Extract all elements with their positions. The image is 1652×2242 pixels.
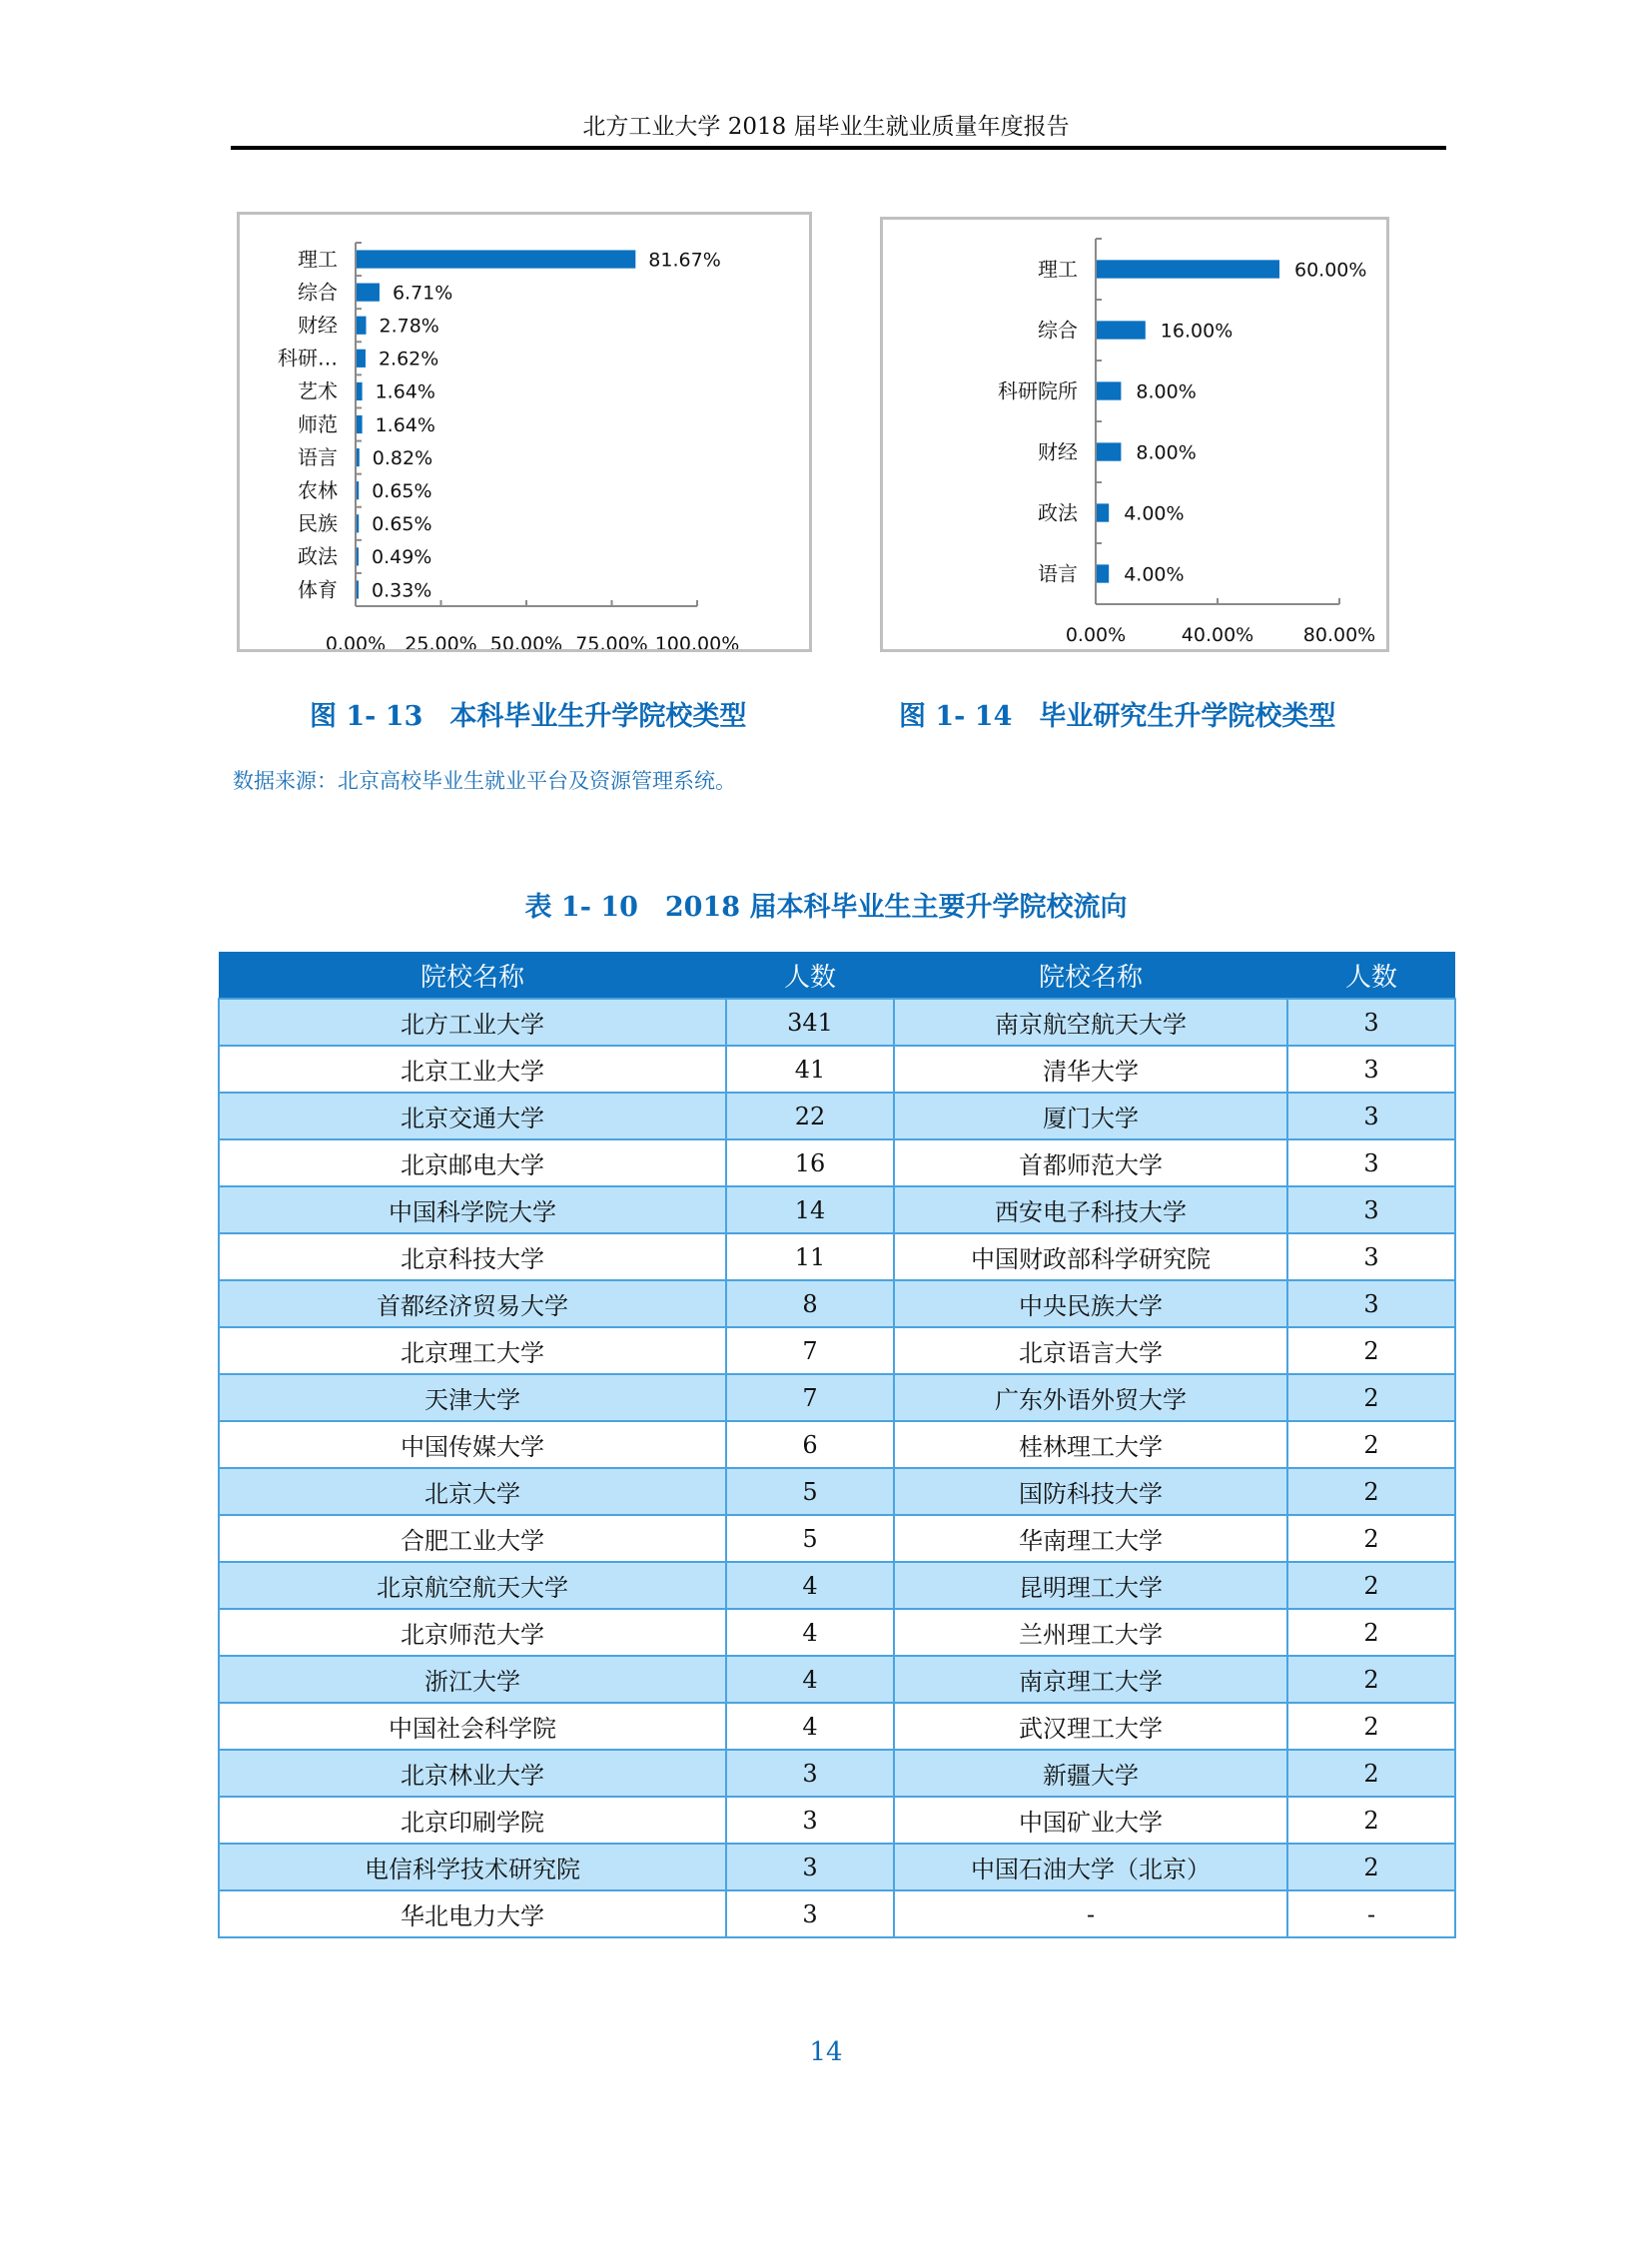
bar (357, 481, 359, 499)
category-label: 农林 (298, 478, 338, 503)
x-tick-label: 100.00% (654, 633, 740, 649)
cell-school-name: 北京师范大学 (219, 1609, 726, 1656)
x-tick-label: 0.00% (325, 633, 387, 649)
table-title: 表 1- 10 2018 届本科毕业生主要升学院校流向 (524, 892, 1128, 923)
cell-school-name-2: 清华大学 (894, 1046, 1287, 1093)
table-row (219, 1890, 1455, 1937)
table-row (219, 1233, 1455, 1280)
header-count-2: 人数 (1287, 952, 1455, 999)
table-row (219, 1139, 1455, 1186)
cell-school-name: 电信科学技术研究院 (219, 1844, 726, 1890)
chart-graduate-svg (883, 220, 1386, 649)
category-label: 语言 (1038, 561, 1078, 586)
cell-count-2: 3 (1287, 1093, 1455, 1139)
table-row (219, 1656, 1455, 1703)
cell-count-2: 2 (1287, 1468, 1455, 1515)
data-label: 8.00% (1136, 380, 1197, 403)
cell-school-name: 中国传媒大学 (219, 1421, 726, 1468)
cell-school-name-2: - (894, 1890, 1287, 1937)
bar (1097, 381, 1121, 399)
bar (1097, 564, 1109, 582)
table-row (219, 1421, 1455, 1468)
category-label: 艺术 (298, 378, 338, 403)
cell-count: 3 (726, 1750, 894, 1797)
cell-count: 4 (726, 1703, 894, 1750)
category-label: 政法 (1038, 500, 1078, 525)
category-label: 民族 (298, 511, 338, 536)
category-label: 师范 (298, 411, 338, 436)
cell-count-2: 2 (1287, 1750, 1455, 1797)
cell-count: 41 (726, 1046, 894, 1093)
data-label: 2.62% (378, 348, 439, 371)
data-label: 0.82% (372, 446, 433, 469)
cell-count: 341 (726, 999, 894, 1046)
chart-undergrad-school-types (237, 212, 812, 652)
figure-caption-1-13: 图 1- 13 本科毕业生升学院校类型 (310, 701, 747, 732)
cell-school-name-2: 国防科技大学 (894, 1468, 1287, 1515)
category-label: 财经 (298, 313, 338, 338)
header-school-name: 院校名称 (219, 952, 726, 999)
category-label: 理工 (298, 247, 338, 272)
cell-count: 7 (726, 1327, 894, 1374)
cell-school-name-2: 武汉理工大学 (894, 1703, 1287, 1750)
cell-school-name-2: 厦门大学 (894, 1093, 1287, 1139)
bar (357, 415, 363, 433)
data-label: 1.64% (375, 380, 435, 403)
category-label: 科研… (278, 346, 338, 371)
table-row (219, 1046, 1455, 1093)
cell-school-name: 首都经济贸易大学 (219, 1280, 726, 1327)
bar (357, 350, 366, 368)
bar (1097, 260, 1279, 278)
cell-school-name-2: 首都师范大学 (894, 1139, 1287, 1186)
cell-count-2: 2 (1287, 1609, 1455, 1656)
x-tick-label: 75.00% (575, 633, 648, 649)
cell-school-name-2: 新疆大学 (894, 1750, 1287, 1797)
cell-count-2: - (1287, 1890, 1455, 1937)
table-row (219, 1609, 1455, 1656)
page-number: 14 (809, 2037, 843, 2067)
header-rule (231, 146, 1446, 150)
cell-count-2: 2 (1287, 1703, 1455, 1750)
bar (357, 284, 380, 302)
data-label: 0.65% (372, 513, 432, 536)
x-tick-label: 80.00% (1302, 624, 1376, 646)
cell-school-name: 北京科技大学 (219, 1233, 726, 1280)
cell-school-name: 中国科学院大学 (219, 1186, 726, 1233)
x-tick-label: 50.00% (489, 633, 563, 649)
data-label: 4.00% (1124, 563, 1185, 586)
table-row (219, 1374, 1455, 1421)
cell-count-2: 3 (1287, 999, 1455, 1046)
bar (357, 580, 359, 598)
bar (1097, 321, 1146, 339)
data-label: 16.00% (1160, 320, 1234, 343)
cell-count-2: 2 (1287, 1844, 1455, 1890)
cell-count: 6 (726, 1421, 894, 1468)
cell-count: 14 (726, 1186, 894, 1233)
table-row (219, 999, 1455, 1046)
table-row (219, 1093, 1455, 1139)
school-flow-table (218, 952, 1456, 1938)
data-source-note: 数据来源：北京高校毕业生就业平台及资源管理系统。 (233, 769, 736, 793)
data-label: 81.67% (648, 249, 721, 272)
cell-count: 7 (726, 1374, 894, 1421)
bar (357, 448, 360, 466)
cell-school-name-2: 华南理工大学 (894, 1515, 1287, 1562)
cell-count: 22 (726, 1093, 894, 1139)
category-label: 语言 (298, 444, 338, 469)
category-label: 科研院所 (998, 378, 1078, 403)
bar (357, 250, 635, 268)
cell-school-name-2: 中央民族大学 (894, 1280, 1287, 1327)
cell-count-2: 2 (1287, 1421, 1455, 1468)
cell-school-name: 北京林业大学 (219, 1750, 726, 1797)
data-label: 4.00% (1124, 502, 1185, 525)
table-row (219, 1468, 1455, 1515)
table-row (219, 1797, 1455, 1844)
cell-count-2: 2 (1287, 1374, 1455, 1421)
chart-undergrad-svg (240, 215, 809, 649)
table-row (219, 1280, 1455, 1327)
cell-count-2: 3 (1287, 1233, 1455, 1280)
cell-school-name: 北京航空航天大学 (219, 1562, 726, 1609)
figure-caption-1-14: 图 1- 14 毕业研究生升学院校类型 (899, 701, 1336, 732)
cell-school-name-2: 中国石油大学（北京） (894, 1844, 1287, 1890)
cell-school-name-2: 广东外语外贸大学 (894, 1374, 1287, 1421)
cell-school-name: 北方工业大学 (219, 999, 726, 1046)
category-label: 综合 (298, 280, 338, 305)
cell-school-name: 中国社会科学院 (219, 1703, 726, 1750)
cell-count: 5 (726, 1515, 894, 1562)
table-row (219, 1750, 1455, 1797)
cell-school-name-2: 西安电子科技大学 (894, 1186, 1287, 1233)
cell-count-2: 3 (1287, 1280, 1455, 1327)
cell-count-2: 2 (1287, 1656, 1455, 1703)
cell-school-name: 华北电力大学 (219, 1890, 726, 1937)
cell-count: 4 (726, 1609, 894, 1656)
cell-school-name-2: 中国财政部科学研究院 (894, 1233, 1287, 1280)
data-label: 0.49% (372, 546, 432, 569)
category-label: 财经 (1038, 439, 1078, 464)
data-label: 0.65% (372, 480, 432, 503)
data-label: 60.00% (1294, 259, 1367, 282)
table-row (219, 1515, 1455, 1562)
cell-count-2: 2 (1287, 1327, 1455, 1374)
data-label: 8.00% (1136, 441, 1197, 464)
bar (357, 317, 367, 335)
cell-school-name-2: 昆明理工大学 (894, 1562, 1287, 1609)
cell-count-2: 3 (1287, 1046, 1455, 1093)
cell-school-name-2: 南京理工大学 (894, 1656, 1287, 1703)
cell-school-name: 北京交通大学 (219, 1093, 726, 1139)
bar (357, 514, 359, 532)
cell-school-name: 北京大学 (219, 1468, 726, 1515)
cell-school-name: 北京邮电大学 (219, 1139, 726, 1186)
cell-count: 3 (726, 1844, 894, 1890)
table-header-row (219, 952, 1455, 999)
bar (1097, 442, 1121, 460)
cell-school-name-2: 桂林理工大学 (894, 1421, 1287, 1468)
cell-count-2: 3 (1287, 1139, 1455, 1186)
category-label: 综合 (1038, 318, 1078, 343)
cell-school-name: 北京理工大学 (219, 1327, 726, 1374)
chart-graduate-school-types (880, 217, 1389, 652)
cell-count-2: 2 (1287, 1515, 1455, 1562)
bar (1097, 503, 1109, 521)
cell-count: 4 (726, 1656, 894, 1703)
cell-school-name: 合肥工业大学 (219, 1515, 726, 1562)
table-row (219, 1327, 1455, 1374)
cell-count: 4 (726, 1562, 894, 1609)
cell-school-name-2: 中国矿业大学 (894, 1797, 1287, 1844)
table-row (219, 1844, 1455, 1890)
x-tick-label: 40.00% (1181, 624, 1254, 646)
cell-school-name-2: 兰州理工大学 (894, 1609, 1287, 1656)
category-label: 体育 (298, 577, 338, 602)
cell-school-name: 北京工业大学 (219, 1046, 726, 1093)
cell-school-name-2: 北京语言大学 (894, 1327, 1287, 1374)
data-label: 0.33% (372, 579, 432, 602)
cell-count-2: 2 (1287, 1797, 1455, 1844)
cell-count: 3 (726, 1797, 894, 1844)
x-tick-label: 25.00% (405, 633, 477, 649)
cell-school-name: 北京印刷学院 (219, 1797, 726, 1844)
cell-count-2: 2 (1287, 1562, 1455, 1609)
cell-count: 3 (726, 1890, 894, 1937)
report-header-title: 北方工业大学 2018 届毕业生就业质量年度报告 (582, 114, 1070, 140)
x-tick-label: 0.00% (1065, 624, 1127, 646)
data-label: 6.71% (392, 282, 453, 305)
cell-count: 11 (726, 1233, 894, 1280)
data-label: 2.78% (379, 315, 439, 338)
cell-count: 16 (726, 1139, 894, 1186)
category-label: 政法 (298, 544, 338, 569)
cell-school-name-2: 南京航空航天大学 (894, 999, 1287, 1046)
data-label: 1.64% (375, 413, 435, 436)
cell-count: 8 (726, 1280, 894, 1327)
category-label: 理工 (1038, 257, 1078, 282)
cell-count-2: 3 (1287, 1186, 1455, 1233)
table-row (219, 1186, 1455, 1233)
table-row (219, 1703, 1455, 1750)
bar (357, 382, 363, 400)
cell-count: 5 (726, 1468, 894, 1515)
header-school-name-2: 院校名称 (894, 952, 1287, 999)
header-count: 人数 (726, 952, 894, 999)
table-row (219, 1562, 1455, 1609)
cell-school-name: 浙江大学 (219, 1656, 726, 1703)
cell-school-name: 天津大学 (219, 1374, 726, 1421)
bar (357, 547, 359, 565)
